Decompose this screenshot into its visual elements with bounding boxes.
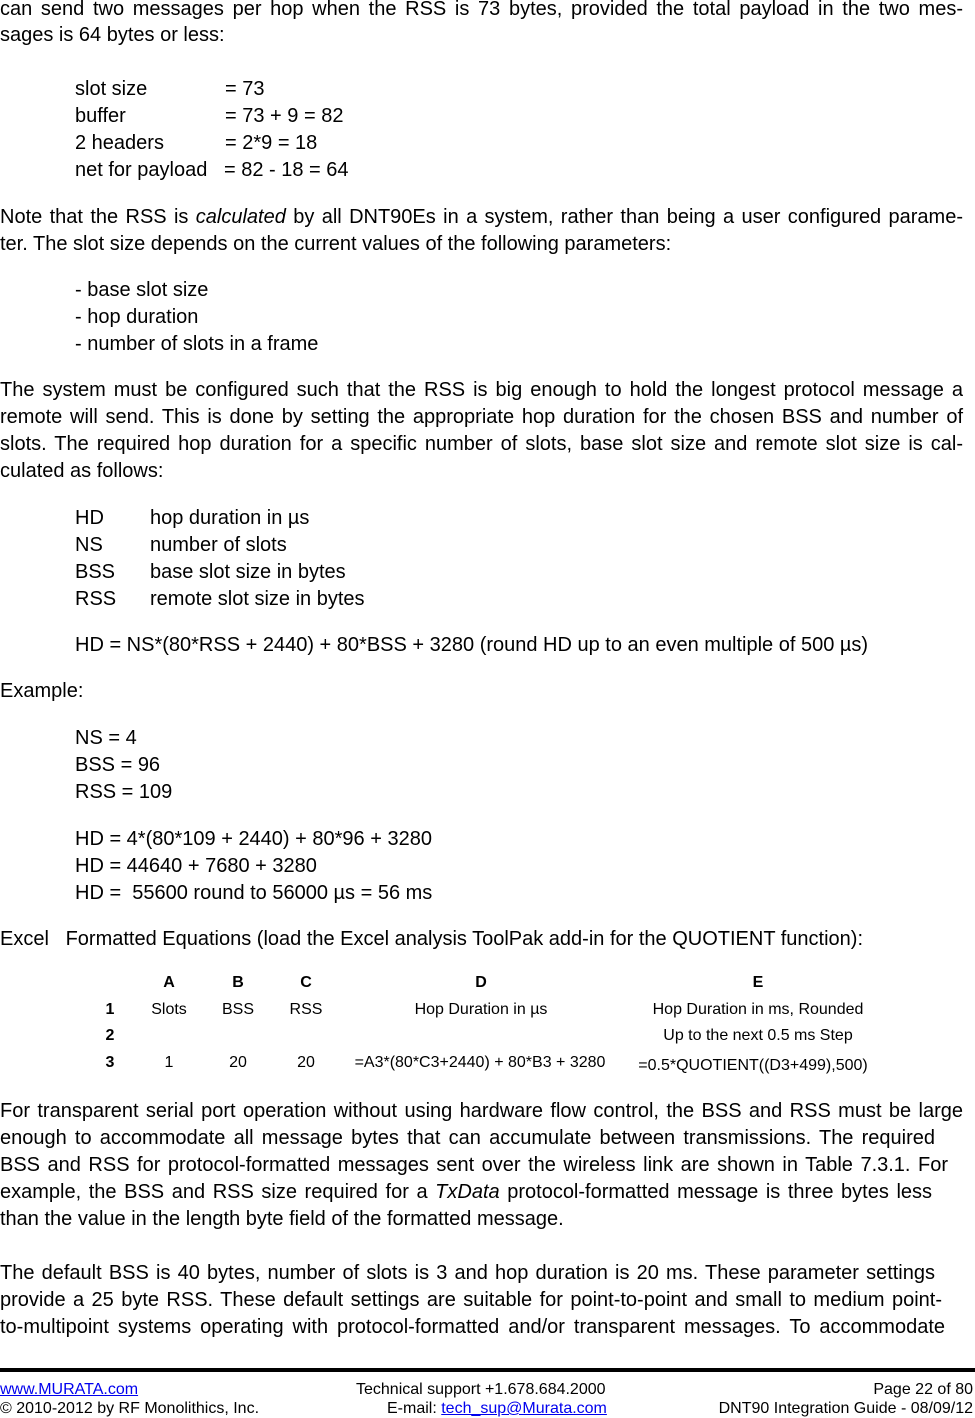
- text: protocol-formatted message is three bytes less: [499, 1181, 933, 1203]
- desc: base slot size in bytes: [150, 561, 346, 583]
- table-cell: Slots: [151, 1001, 187, 1018]
- calc-label: net for payload: [75, 159, 208, 181]
- text-line: provide a 25 byte RSS. These default settings are suitable for point-to-point and small to medium point-: [0, 1289, 942, 1311]
- example-step: HD = 55600 round to 56000 µs = 56 ms: [75, 882, 433, 904]
- column-header: E: [752, 974, 764, 991]
- text-line: remote will send. This is done by setting the appropriate hop duration for the chosen BSS and number of: [0, 406, 963, 428]
- text-line: The default BSS is 40 bytes, number of slots is 3 and hop duration is 20 ms. These parameter settings: [0, 1262, 935, 1284]
- text-line: can send two messages per hop when the RSS is 73 bytes, provided the total payload in the two mes-: [0, 0, 963, 20]
- text-line: than the value in the length byte field of the formatted message.: [0, 1208, 564, 1230]
- text: example, the BSS and RSS size required for a: [0, 1181, 436, 1203]
- text: Note that the RSS is: [0, 206, 196, 228]
- support-phone: Technical support +1.678.684.2000: [356, 1381, 606, 1398]
- email-link[interactable]: tech_sup@Murata.com: [441, 1400, 607, 1417]
- table-cell: 1: [164, 1054, 174, 1071]
- abbr: NS: [75, 534, 103, 556]
- emphasis: TxData: [435, 1181, 500, 1203]
- hd-formula: HD = NS*(80*RSS + 2440) + 80*BSS + 3280 (round HD up to an even multiple of 500 µs): [75, 634, 869, 656]
- example-value: NS = 4: [75, 727, 137, 749]
- list-item: - base slot size: [75, 279, 209, 301]
- table-cell: 20: [297, 1054, 315, 1071]
- table-cell: Hop Duration in ms, Rounded: [652, 1001, 864, 1018]
- table-cell: =A3*(80*C3+2440) + 80*B3 + 3280: [354, 1054, 606, 1071]
- text-line: ter. The slot size depends on the current values of the following parameters:: [0, 233, 672, 255]
- email-line: [387, 1399, 607, 1418]
- abbr: HD: [75, 507, 104, 529]
- list-item: - number of slots in a frame: [75, 333, 319, 355]
- text-line: slots. The required hop duration for a specific number of slots, base slot size and remote slot size is cal-: [0, 433, 963, 455]
- document-title: DNT90 Integration Guide - 08/09/12: [718, 1400, 973, 1417]
- definition-row: [75, 505, 310, 531]
- list-item: - hop duration: [75, 306, 199, 328]
- desc: remote slot size in bytes: [150, 588, 365, 610]
- calc-label: buffer: [75, 105, 126, 127]
- table-cell: Hop Duration in µs: [414, 1001, 548, 1018]
- text-line: enough to accommodate all message bytes that can accumulate between transmissions. The required: [0, 1127, 935, 1149]
- table-cell: BSS: [221, 1001, 255, 1018]
- calc-row: [75, 76, 265, 102]
- page-number: Page 22 of 80: [873, 1381, 973, 1398]
- example-step: HD = 44640 + 7680 + 3280: [75, 855, 317, 877]
- email-label: E-mail:: [387, 1400, 437, 1417]
- text-line: [0, 204, 963, 230]
- calc-row: [75, 157, 349, 183]
- column-header: B: [232, 974, 244, 991]
- definition-row: [75, 586, 365, 612]
- text-line: to-multipoint systems operating with protocol-formatted and/or transparent messages. To accommodate: [0, 1316, 945, 1338]
- calc-value: = 82 - 18 = 64: [224, 159, 349, 181]
- text-line: BSS and RSS for protocol-formatted messages sent over the wireless link are shown in Table 7.3.1. For: [0, 1154, 948, 1176]
- text-line: The system must be configured such that the RSS is big enough to hold the longest protocol message a: [0, 379, 963, 401]
- calc-value: = 2*9 = 18: [225, 132, 318, 154]
- abbr: BSS: [75, 561, 116, 583]
- calc-value: = 73 + 9 = 82: [225, 105, 344, 127]
- abbr: RSS: [75, 588, 117, 610]
- text-line: For transparent serial port operation without using hardware flow control, the BSS and RSS must be large: [0, 1100, 963, 1122]
- desc: hop duration in µs: [150, 507, 310, 529]
- calc-value: = 73: [225, 78, 265, 100]
- row-number: 3: [105, 1054, 115, 1071]
- calc-label: 2 headers: [75, 132, 164, 154]
- calc-row: [75, 103, 344, 129]
- emphasis: calculated: [195, 206, 286, 228]
- calc-row: [75, 130, 318, 156]
- column-header: C: [300, 974, 312, 991]
- copyright: © 2010-2012 by RF Monolithics, Inc.: [0, 1400, 260, 1417]
- column-header: D: [475, 974, 487, 991]
- row-number: 1: [105, 1001, 115, 1018]
- table-cell: 20: [229, 1054, 247, 1071]
- example-step: HD = 4*(80*109 + 2440) + 80*96 + 3280: [75, 828, 432, 850]
- calc-label: slot size: [75, 78, 148, 100]
- example-label: Example:: [0, 680, 84, 702]
- table-cell: =0.5*QUOTIENT((D3+499),500): [638, 1057, 868, 1074]
- text-line: sages is 64 bytes or less:: [0, 24, 225, 46]
- desc: number of slots: [150, 534, 287, 556]
- column-header: A: [163, 974, 175, 991]
- definition-row: [75, 532, 287, 558]
- table-cell: Up to the next 0.5 ms Step: [663, 1027, 853, 1044]
- footer-divider: [0, 1368, 975, 1372]
- table-cell: RSS: [289, 1001, 323, 1018]
- definition-row: [75, 559, 346, 585]
- text-line: [0, 1179, 932, 1205]
- example-value: BSS = 96: [75, 754, 161, 776]
- text-line: culated as follows:: [0, 460, 164, 482]
- text: by all DNT90Es in a system, rather than being a user configured parame-: [285, 206, 963, 228]
- row-number: 2: [105, 1027, 115, 1044]
- website-link[interactable]: www.MURATA.com: [0, 1381, 139, 1398]
- example-value: RSS = 109: [75, 781, 173, 803]
- excel-heading: Excel Formatted Equations (load the Excel analysis ToolPak add-in for the QUOTIENT function):: [0, 928, 863, 950]
